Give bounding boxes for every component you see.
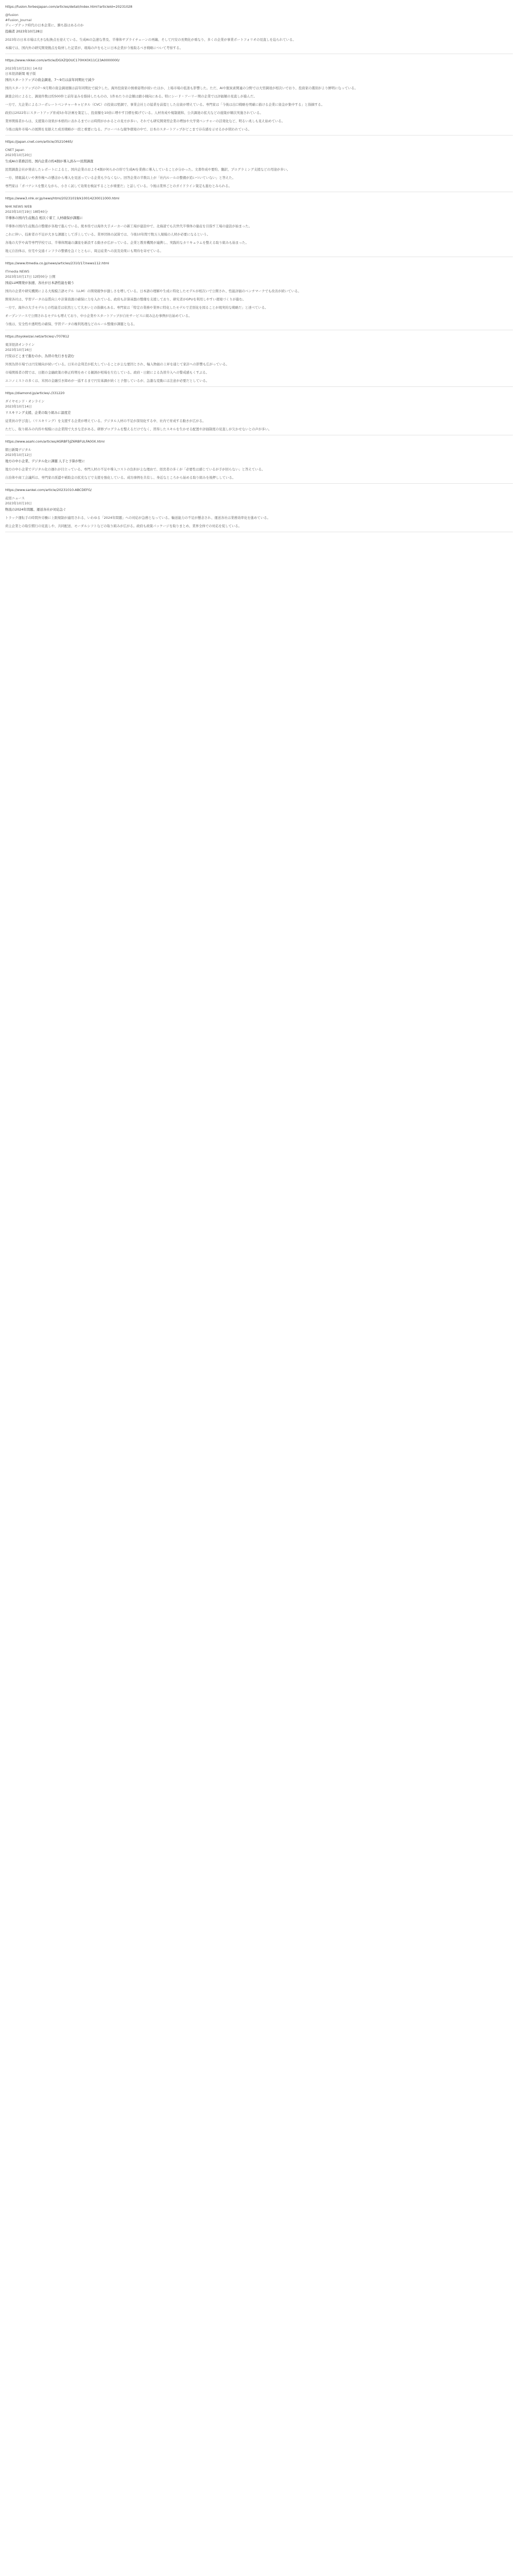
article-meta: 2023年10月19日 18時40分 [5, 210, 48, 214]
article-paragraph: 従業員の学び直し（リスキリング）を支援する企業が増えている。デジタル人材の不足が深刻化する中、社内で育成する動きが広がる。 [5, 419, 206, 423]
article-meta: 2023年10月12日 [5, 453, 32, 457]
article-paragraph: これに伴い、技術者の不足が大きな課題として浮上している。業界団体の試算では、今後10年間で数万人規模の人材が必要になるという。 [5, 232, 210, 236]
article-entry [5, 261, 513, 330]
article-meta: NHK NEWS WEB [5, 205, 32, 209]
article-title: リスキリング支援、企業の取り組みに温度差 [5, 411, 71, 415]
article-title: 円安はどこまで進むのか、為替の先行きを読む [5, 354, 75, 358]
article-paragraph: 地方の中小企業でデジタル化の遅れが目立っている。専門人材の不足や導入コストの負担が主な理由で、経営者の多くが「必要性は感じているが手が回らない」と答えている。 [5, 467, 265, 471]
article-paragraph: 今後は、安全性や透明性の確保、学習データの権利処理などのルール整備が課題となる。 [5, 322, 137, 326]
article-paragraph: 調査会社によると、調達件数は約500件と前年並みを維持したものの、1件あたりの金額は縮小傾向にある。特にシード・アーリー期の企業では評価額の見直しが進んだ。 [5, 94, 257, 98]
article-paragraph: 専門家は「ガバナンスを整えながら、小さく試して効果を検証することが重要だ」と話している。今後は業界ごとのガイドライン策定も進むとみられる。 [5, 184, 232, 188]
entry-divider [5, 386, 513, 387]
article-entry [5, 439, 513, 484]
article-entry [5, 58, 513, 135]
article-url-link[interactable]: https://www.asahi.com/articles/ASRBF5JZ6RBFULFA00X.html [5, 439, 105, 444]
article-paragraph: 各地の大学や高等専門学校では、半導体関連の講座を新設する動きが広がっている。企業と教育機関が連携し、実践的なカリキュラムを整える取り組みも始まった。 [5, 241, 249, 245]
article-paragraph: ただし、取り組みの内容や規模には企業間で大きな差がある。研修プログラムを整えるだけでなく、習得したスキルを生かせる配置や評価制度の見直しが欠かせないとの声が多い。 [5, 427, 272, 431]
article-url-link[interactable]: https://japan.cnet.com/article/35210465/ [5, 140, 73, 144]
article-paragraph: トラック運転手の時間外労働に上限規制が適用される、いわゆる「2024年問題」への対応が急務となっている。輸送能力の不足が懸念され、運送各社は業務効率化を進めている。 [5, 516, 270, 520]
article-paragraph: 一方、情報漏えいや著作権への懸念から導入を見送っている企業も少なくない。回答企業の半数以上が「社内ルールの整備が追いついていない」と答えた。 [5, 176, 236, 180]
article-meta: #Fusion_Journal [5, 18, 32, 22]
article-paragraph: 一方で、海外の大手モデルとの性能差は依然として大きいとの指摘もある。専門家は「特定の業務や業界に特化したモデルで差別化を図ることが現実的な戦略だ」と述べている。 [5, 306, 268, 310]
article-paragraph: 国内の企業や研究機関による大規模言語モデル（LLM）の開発競争が激しさを増している。日本語の理解や生成に特化したモデルが相次いで公開され、性能評価のベンチマークでも改善が続いている。 [5, 289, 301, 293]
article-paragraph: 今後は海外市場への展開を見据えた成長戦略が一段と重要になる。グローバルな競争環境の中で、日本のスタートアップがどこまで存在感を示せるかが問われている。 [5, 127, 252, 131]
article-url-link[interactable]: https://diamond.jp/articles/-/331220 [5, 391, 65, 395]
article-paragraph: 政府は2022年にスタートアップ育成5か年計画を策定し、投資額を10倍に増やす目標を掲げている。人材育成や規制緩和、公共調達の拡大などの施策が順次実施されている。 [5, 111, 263, 115]
article-title: 国内スタートアップの資金調達、7〜9月は前年同期比で減少 [5, 78, 95, 82]
article-meta: 産経ニュース [5, 496, 25, 500]
article-paragraph: 地元自治体は、住宅や交通インフラの整備を急ぐとともに、周辺産業への波及効果にも期待を寄せている。 [5, 249, 163, 253]
article-paragraph: 本稿では、国内外の研究開発拠点を取材した記者が、現場の声をもとに日本企業が今後取るべき戦略について考察する。 [5, 46, 183, 50]
article-paragraph: エコノミストの多くは、米国の金融引き締めが一巡するまで円安基調が続くと予想しているが、急激な変動には注意が必要だとしている。 [5, 379, 210, 383]
article-meta: 2023年10月20日 [5, 153, 32, 157]
article-entry [5, 139, 513, 192]
article-paragraph: オープンソースで公開されるモデルも増えており、中小企業やスタートアップが自社サービスに組み込む事例が出始めている。 [5, 314, 192, 318]
article-meta: 2023年10月16日 [5, 348, 32, 352]
article-url-link[interactable]: https://www.nikkei.com/article/DGXZQOUC170HX0X11C23A0000000/ [5, 58, 120, 62]
article-entry [5, 196, 513, 257]
article-title: 国産LLM開発が加速、各社が日本語性能を競う [5, 281, 75, 285]
article-meta: 朝日新聞デジタル [5, 448, 31, 452]
article-entry [5, 334, 513, 387]
article-paragraph: 一方で、大企業によるコーポレートベンチャーキャピタル（CVC）の投資は堅調で、事業会社との協業を前提とした出資が増えている。専門家は「今後は出口戦略を明確に描ける企業に資金が集中する」と指摘する。 [5, 103, 324, 107]
article-title: 半導体の国内生産拠点 相次ぐ着工 人材確保が課題に [5, 216, 83, 220]
article-url-link[interactable]: https://www3.nhk.or.jp/news/html/20231019/k10014230011000.html [5, 196, 119, 200]
article-title: 物流の2024年問題、運送各社が対応急ぐ [5, 507, 66, 512]
article-entry [5, 391, 513, 435]
article-meta: 2023年10月14日 [5, 404, 32, 409]
article-meta: ディープテック時代の日本企業に、勝ち筋はあるのか [5, 23, 84, 27]
article-paragraph: 開発各社は、学習データの品質向上や計算資源の確保に力を入れている。政府も計算基盤の整備を支援しており、研究者がGPUを利用しやすい環境づくりが進む。 [5, 297, 246, 301]
article-url-link[interactable]: https://www.sankei.com/article/20231010-ABCDEFG/ [5, 488, 92, 492]
article-meta: @fusion [5, 13, 19, 17]
article-paragraph: 自治体や商工会議所は、専門家の派遣や補助金の拡充などで支援を強化している。成功事例を共有し、身近なところから始める取り組みを後押ししている。 [5, 476, 236, 480]
article-meta: 日本経済新聞 電子版 [5, 72, 36, 76]
article-paragraph: 外国為替市場では円安傾向が続いている。日米の金利差が拡大していることが主な要因とされ、輸入物価の上昇を通じて家計への影響も広がっている。 [5, 362, 229, 366]
article-title: 生成AIの業務活用、国内企業の約4割が導入済み──民間調査 [5, 159, 94, 163]
article-entry [5, 4, 513, 54]
document-body [5, 4, 513, 532]
article-paragraph: 半導体の国内生産拠点の整備が各地で進んでいる。熊本県では海外大手メーカーの新工場が建設中で、北海道でも次世代半導体の量産を目指す工場の建設が始まった。 [5, 224, 252, 228]
article-meta: 2023年10月23日 14:02 [5, 66, 43, 71]
article-paragraph: 荷主企業との取引慣行の見直しや、共同配送、モーダルシフトなどの取り組みが広がる。政府も政策パッケージを取りまとめ、業界全体での対応を促している。 [5, 524, 242, 528]
article-entry [5, 487, 513, 532]
article-meta: 東洋経済オンライン [5, 343, 35, 347]
article-title: 投稿者 2023年10月28日 [5, 29, 43, 33]
article-meta: ダイヤモンド・オンライン [5, 399, 45, 403]
article-meta: 2023年10月10日 [5, 501, 32, 505]
article-paragraph: 国内スタートアップの7〜9月期の資金調達額は前年同期比で減少した。海外投資家の慎重姿勢が続いたほか、上場市場の低迷も影響した。ただ、AIや脱炭素関連の分野では大型調達が相次いでおり、投資家の選別がより鮮明になっている。 [5, 86, 358, 90]
article-meta: ITmedia NEWS [5, 269, 29, 274]
article-title: 地方の中小企業、デジタル化に課題 人手と予算が壁に [5, 459, 85, 463]
article-url-link[interactable]: https://toyokeizai.net/articles/-/707812 [5, 334, 70, 338]
article-paragraph: 民間調査会社が発表したレポートによると、国内企業のおよそ4割が何らかの形で生成AIを業務に導入していることが分かった。文書作成や要約、翻訳、プログラミング支援などの用途が多い。 [5, 167, 290, 172]
article-url-link[interactable]: https://www.itmedia.co.jp/news/articles/2310/17/news112.html [5, 261, 109, 265]
entry-divider [5, 483, 513, 484]
article-meta: 2023年10月17日 12時00分 公開 [5, 275, 56, 279]
article-url-link[interactable]: https://fusion.forbesjapan.com/articles/detail/index.html?articleId=20231028 [5, 5, 132, 9]
article-paragraph: 業界関係者からは、支援策の効果が本格的に表れるまでには時間がかかるとの見方が多い。それでも研究開発型企業の増加や大学発ベンチャーの活発化など、明るい兆しも見え始めている。 [5, 119, 285, 123]
article-paragraph: 市場関係者の間では、日銀の金融政策の修正時期をめぐる観測が相場を左右している。政府・日銀による為替介入への警戒感もくすぶる。 [5, 370, 209, 375]
article-paragraph: 2023年の日本市場は大きな転換点を迎えている。生成AIの急速な普及、半導体サプライチェーンの再編、そして円安の長期化が重なり、多くの企業が事業ポートフォリオの見直しを迫られている。 [5, 38, 296, 42]
article-meta: CNET Japan [5, 148, 25, 152]
